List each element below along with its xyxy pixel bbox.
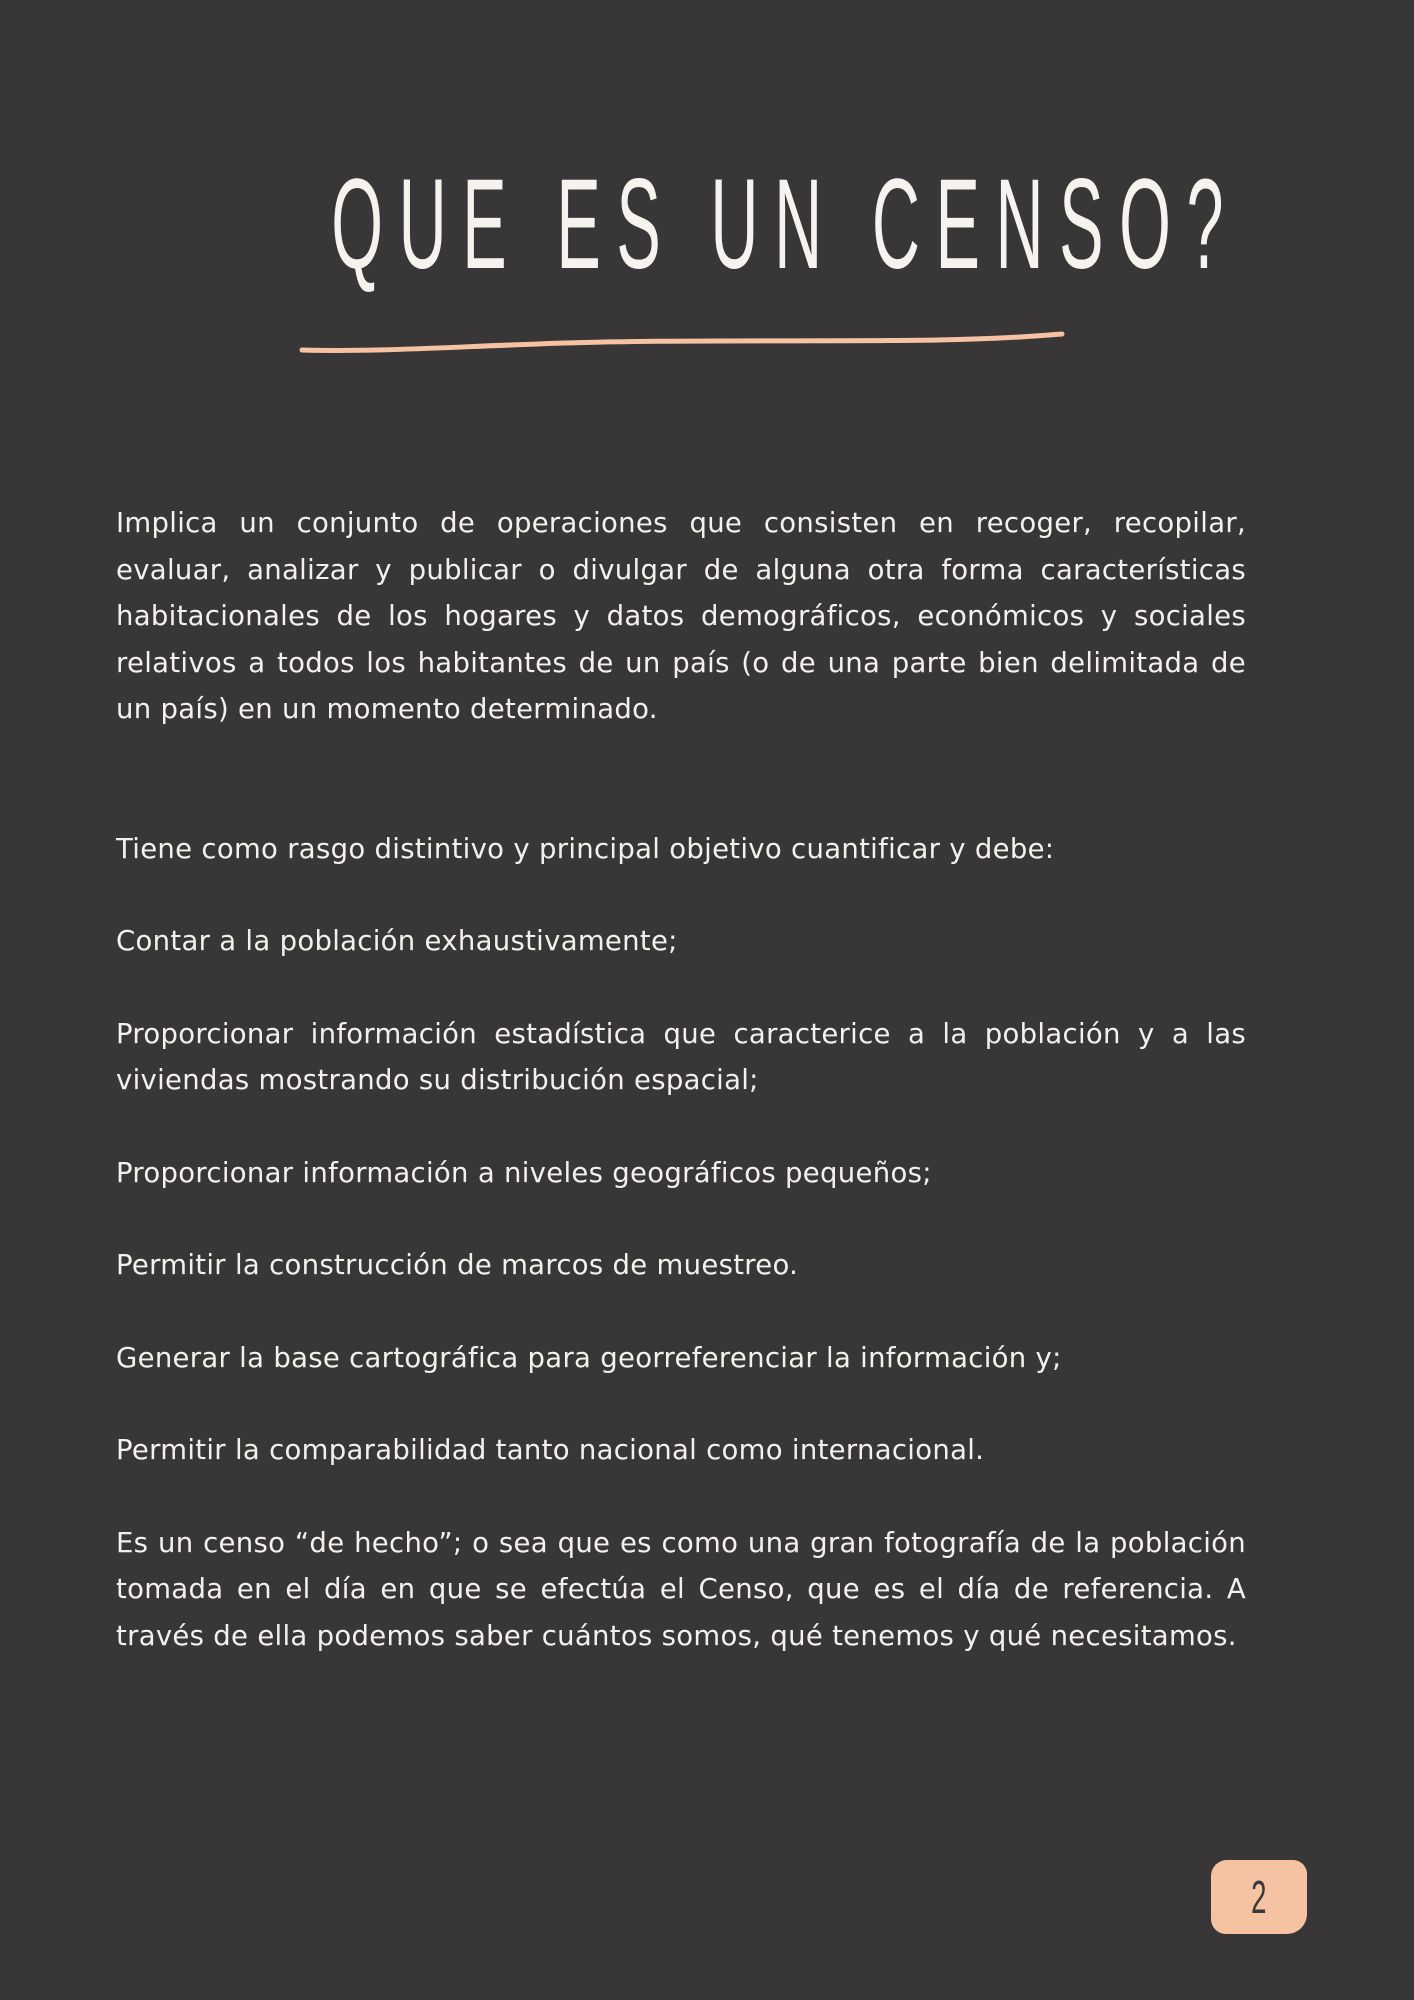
page-number: 2 [1251,1871,1267,1923]
list-item: Permitir la construcción de marcos de muestreo. [116,1249,799,1281]
list-item: Permitir la comparabilidad tanto nacional como internacional. [116,1434,985,1466]
page-number-badge [1211,1860,1307,1934]
lead-paragraph: Tiene como rasgo distintivo y principal objetivo cuantificar y debe: [116,832,1055,865]
list-item: Proporcionar información a niveles geográficos pequeños; [116,1156,932,1189]
list-item: Contar a la población exhaustivamente; [116,925,678,957]
page-title: QUE ES UN CENSO? [331,153,1240,296]
title-underline [298,325,1066,355]
intro-paragraph: Implica un conjunto de operaciones que consisten en recoger, recopilar, evaluar, analizar y publicar o divulgar de alguna otra forma características habitacionales de los hogares y datos demográficos, económicos y sociales relativos a todos los habitantes de un país (o de una parte bien delimitada de un país) en un momento determinado. [116,507,1246,725]
closing-paragraph: Es un censo “de hecho”; o sea que es como una gran fotografía de la población tomada en el día en que se efectúa el Censo, que es el día de referencia. A través de ella podemos saber cuántos somos, qué tenemos y qué necesitamos. [116,1526,1246,1652]
list-item: Generar la base cartográfica para georreferenciar la información y; [116,1341,1062,1374]
body-content [116,500,1246,1659]
list-item: Proporcionar información estadística que caracterice a la población y a las viviendas mostrando su distribución espacial; [116,1017,1246,1096]
